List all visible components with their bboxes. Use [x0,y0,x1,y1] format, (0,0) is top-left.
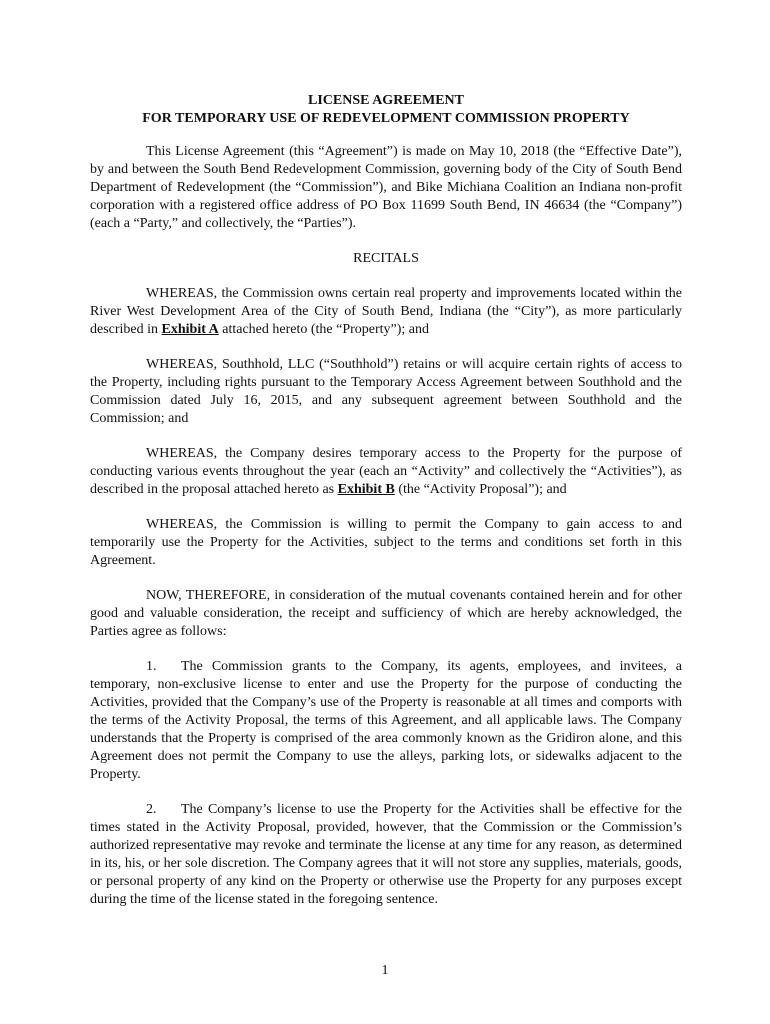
recital-3-text: WHEREAS, the Company desires temporary access to the Property for the purpose of conducting various events throughout the year (each an “Activity” and collectively the “Activities”), as described in the proposal attached hereto as [90,446,682,497]
recital-paragraph-3 [90,445,682,499]
section-text: The Commission grants to the Company, its agents, employees, and invitees, a temporary, non-exclusive license to enter and use the Property for the purpose of conducting the Activities, provided that the Company’s use of the Property is reasonable at all times and comports with the terms of the Activity Proposal, the terms of this Agreement, and all applicable laws. The Company understands that the Property is comprised of the area commonly known as the Gridiron alone, and this Agreement does not permit the Company to use the alleys, parking lots, or sidewalks adjacent to the Property. [90,659,682,782]
section-number: 1. [146,659,157,674]
title-line-2: FOR TEMPORARY USE OF REDEVELOPMENT COMMISSION PROPERTY [142,111,630,126]
recital-paragraph-2: WHEREAS, Southhold, LLC (“Southhold”) retains or will acquire certain rights of access to the Property, including rights pursuant to the Temporary Access Agreement between Southhold and the Commission dated July 16, 2015, and any subsequent agreement between Southhold and the Commission; and [90,357,682,426]
title-line-1: LICENSE AGREEMENT [308,93,464,108]
exhibit-b-reference: Exhibit B [337,482,395,497]
exhibit-a-reference: Exhibit A [161,322,219,337]
recital-1-text: WHEREAS, the Commission owns certain real property and improvements located within the River West Development Area of the City of South Bend, Indiana (the “City”), as more particularly described in [90,286,682,337]
section-text: The Company’s license to use the Property for the Activities shall be effective for the times stated in the Activity Proposal, provided, however, that the Commission or the Commission’s authorized representative may revoke and terminate the license at any time for any reason, as determined in its, his, or her sole discretion. The Company agrees that it will not store any supplies, materials, goods, or personal property of any kind on the Property or otherwise use the Property for any purposes except during the time of the license stated in the foregoing sentence. [90,802,682,907]
recital-paragraph-1 [90,285,682,339]
document-page [90,92,682,909]
section-2-paragraph [90,801,682,909]
section-number: 2. [146,802,157,817]
now-therefore-paragraph: NOW, THEREFORE, in consideration of the mutual covenants contained herein and for other good and valuable consideration, the receipt and sufficiency of which are hereby acknowledged, the Parties agree as follows: [90,588,682,639]
recital-1-text-end: attached hereto (the “Property”); and [218,322,430,337]
document-title [90,92,682,128]
recital-3-text-end: (the “Activity Proposal”); and [394,482,567,497]
section-1-paragraph [90,658,682,784]
intro-paragraph: This License Agreement (this “Agreement”) is made on May 10, 2018 (the “Effective Date”), by and between the South Bend Redevelopment Commission, governing body of the City of South Bend Department of Redevelopment (the “Commission”), and Bike Michiana Coalition an Indiana non-profit corporation with a registered office address of PO Box 11699 South Bend, IN 46634 (the “Company”) (each a “Party,” and collectively, the “Parties”). [90,144,682,231]
recitals-heading: RECITALS [353,251,419,266]
page-number: 1 [381,963,389,978]
recital-paragraph-4: WHEREAS, the Commission is willing to permit the Company to gain access to and temporarily use the Property for the Activities, subject to the terms and conditions set forth in this Agreement. [90,517,682,568]
